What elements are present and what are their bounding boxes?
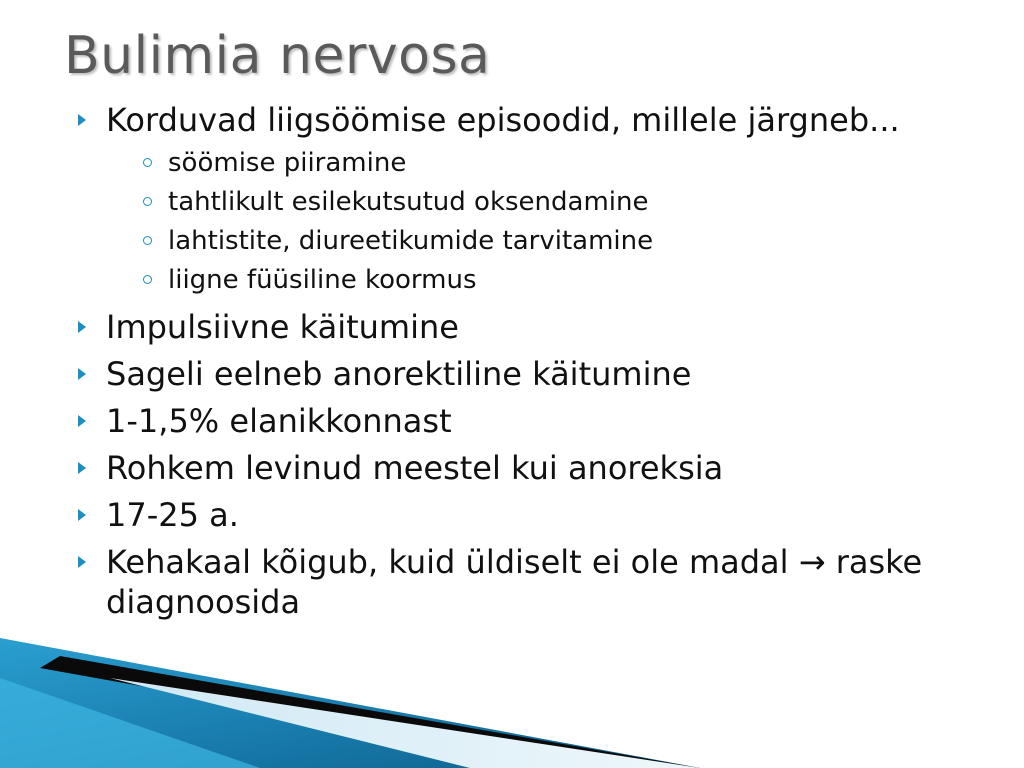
bullet-text: Korduvad liigsöömise episoodid, millele järgneb... xyxy=(106,101,900,139)
bullet-item xyxy=(72,401,972,441)
triangle-bullet-icon xyxy=(78,509,86,521)
circle-bullet-icon xyxy=(143,158,152,167)
sub-bullet-item xyxy=(106,183,972,222)
sub-bullet-text: söömise piiramine xyxy=(168,148,407,178)
decorative-wave-graphic xyxy=(0,638,700,768)
slide-title: Bulimia nervosa xyxy=(64,26,491,86)
bullet-item xyxy=(72,100,972,300)
bullet-item xyxy=(72,307,972,347)
sub-bullet-text: tahtlikult esilekutsutud oksendamine xyxy=(168,187,649,217)
bullet-text: Kehakaal kõigub, kuid üldiselt ei ole madal → raske diagnoosida xyxy=(106,543,923,621)
triangle-bullet-icon xyxy=(78,415,86,427)
circle-bullet-icon xyxy=(143,197,152,206)
circle-bullet-icon xyxy=(143,236,152,245)
triangle-bullet-icon xyxy=(78,368,86,380)
triangle-bullet-icon xyxy=(78,462,86,474)
bullet-item xyxy=(72,542,972,622)
sub-bullet-text: lahtistite, diureetikumide tarvitamine xyxy=(168,226,654,256)
circle-bullet-icon xyxy=(143,275,152,284)
triangle-bullet-icon xyxy=(78,114,86,126)
sub-bullet-list xyxy=(106,144,972,300)
bullet-list xyxy=(72,100,972,629)
bullet-text: Rohkem levinud meestel kui anoreksia xyxy=(106,449,724,487)
bullet-text: 17-25 a. xyxy=(106,496,239,534)
sub-bullet-item xyxy=(106,261,972,300)
sub-bullet-item xyxy=(106,144,972,183)
bullet-text: 1-1,5% elanikkonnast xyxy=(106,402,452,440)
sub-bullet-item xyxy=(106,222,972,261)
bullet-item xyxy=(72,448,972,488)
bullet-item xyxy=(72,495,972,535)
triangle-bullet-icon xyxy=(78,556,86,568)
bullet-text: Sageli eelneb anorektiline käitumine xyxy=(106,355,692,393)
triangle-bullet-icon xyxy=(78,321,86,333)
sub-bullet-text: liigne füüsiline koormus xyxy=(168,265,477,295)
bullet-item xyxy=(72,354,972,394)
bullet-text: Impulsiivne käitumine xyxy=(106,308,459,346)
